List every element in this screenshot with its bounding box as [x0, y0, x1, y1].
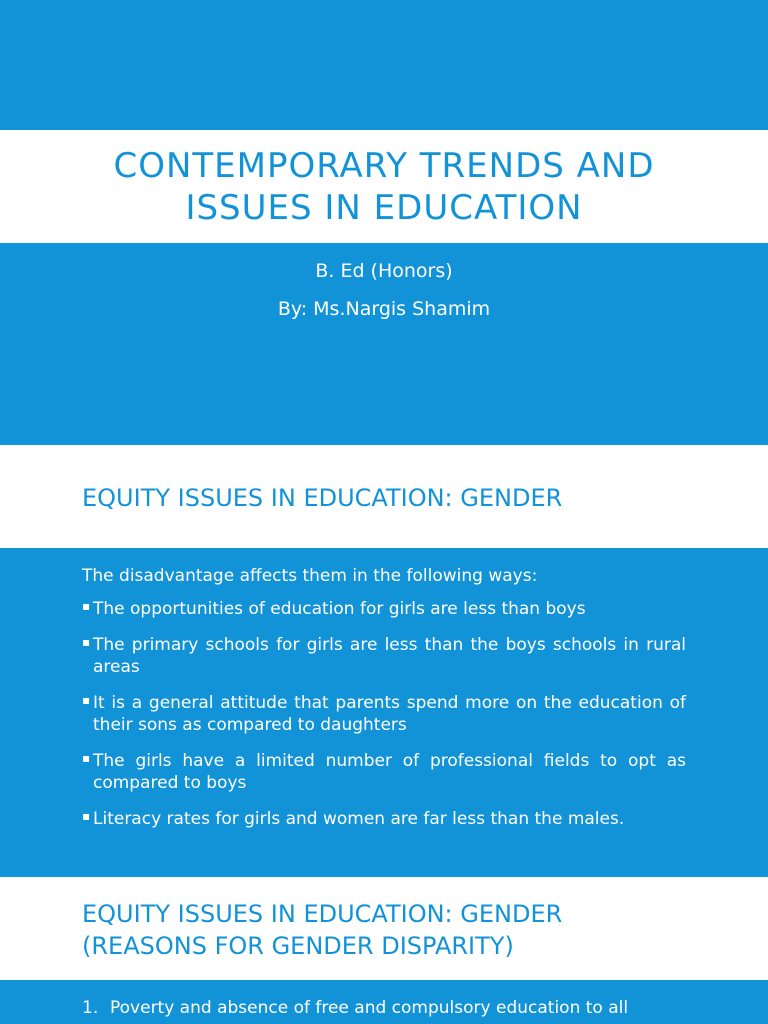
heading-line-2: (REASONS FOR GENDER DISPARITY): [82, 932, 514, 960]
title-line-1: CONTEMPORARY TRENDS AND: [113, 146, 655, 186]
item-number: 1.: [82, 998, 99, 1018]
gender-equity-slide: [0, 445, 768, 877]
list-item-text: The primary schools for girls are less than the boys schools in rural areas: [93, 635, 686, 677]
presentation-title: [0, 145, 768, 229]
list-item: [82, 808, 686, 830]
bullet-icon: ▪: [82, 599, 91, 613]
list-item: [82, 750, 686, 794]
bullet-icon: ▪: [82, 635, 91, 649]
slide-heading: EQUITY ISSUES IN EDUCATION: GENDER: [82, 484, 563, 512]
gender-disparity-slide: [0, 877, 768, 1024]
item-text: Poverty and absence of free and compulsory education to all: [110, 998, 629, 1018]
author-subtitle: By: Ms.Nargis Shamim: [277, 298, 491, 320]
bullet-icon: ▪: [82, 809, 91, 823]
intro-text: The disadvantage affects them in the following ways:: [82, 566, 538, 586]
numbered-list-item: [82, 997, 722, 1019]
bullet-list: [82, 598, 686, 830]
heading-line-1: EQUITY ISSUES IN EDUCATION: GENDER: [82, 900, 563, 928]
title-slide: [0, 0, 768, 445]
list-item-text: The girls have a limited number of professional fields to opt as compared to boys: [93, 751, 686, 793]
course-subtitle: B. Ed (Honors): [315, 260, 453, 282]
slide-heading: [82, 898, 722, 962]
list-item-text: It is a general attitude that parents spend more on the education of their sons as compared to daughters: [93, 693, 686, 735]
list-item-text: Literacy rates for girls and women are far less than the males.: [93, 809, 625, 829]
slide-body: [82, 565, 686, 844]
bullet-icon: ▪: [82, 693, 91, 707]
title-line-2: ISSUES IN EDUCATION: [185, 188, 583, 228]
list-item-text: The opportunities of education for girls are less than boys: [93, 599, 586, 619]
bullet-icon: ▪: [82, 751, 91, 765]
list-item: [82, 692, 686, 736]
list-item: [82, 634, 686, 678]
list-item: [82, 598, 686, 620]
